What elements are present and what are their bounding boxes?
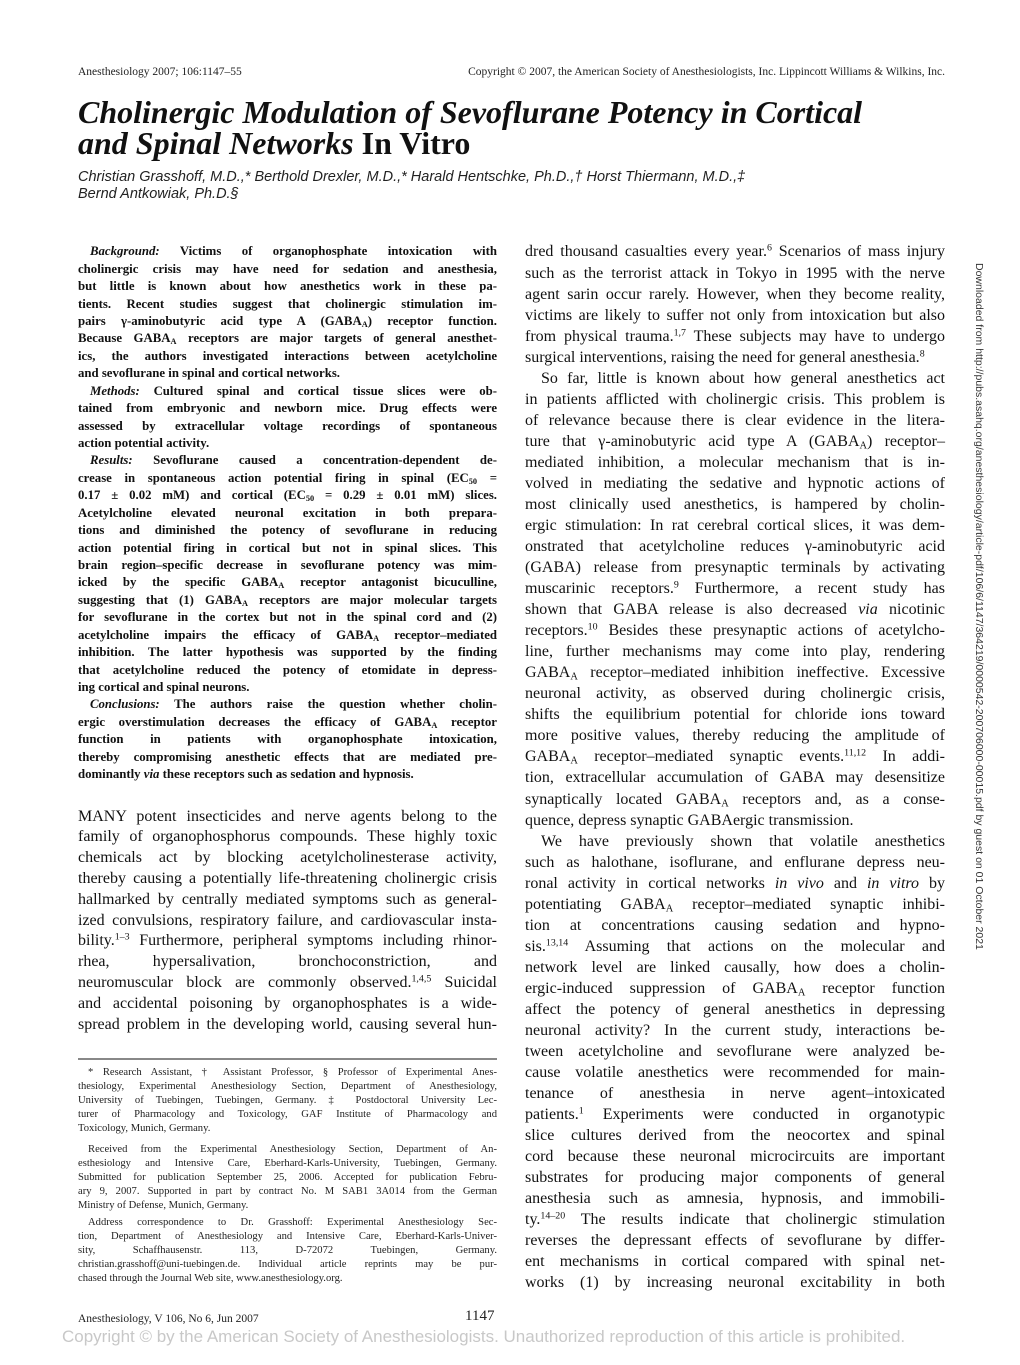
text-run: neuronal activity? In the current study, interactions be-	[525, 1021, 945, 1039]
text-line	[525, 452, 945, 473]
text-run: The authors raise the question whether cholin-	[159, 697, 497, 712]
text-run: such as halothane, isoflurane, and enflurane depress neu-	[525, 853, 945, 871]
text-line	[78, 487, 497, 504]
text-run: So far, little is known about how general anesthetics act	[541, 369, 945, 387]
text-run: thereby compromising anesthetic effects that are mediated pre-	[78, 749, 497, 764]
text-line	[78, 952, 497, 973]
text-line	[525, 515, 945, 536]
text-line	[78, 827, 497, 848]
text-run: surgical interventions, raising the need for general anesthesia.	[525, 348, 920, 366]
text-run: quence, depress synaptic GABAergic transmission.	[525, 811, 854, 829]
text-line	[541, 368, 945, 389]
citation-superscript: 9	[673, 579, 679, 591]
text-run: cord because these neuronal microcircuits are important	[525, 1148, 945, 1166]
title-italic-part: and Spinal Networks	[78, 125, 354, 161]
text-run: Toxicology, Munich, Germany.	[78, 1123, 211, 1134]
text-run: pairs γ-aminobutyric acid type A (GABA	[78, 314, 362, 328]
text-line	[78, 1171, 497, 1185]
text-line	[78, 766, 497, 783]
text-run: receptor–mediated inhibition ineffective. Excessive	[577, 664, 945, 682]
text-run: tions and diminished the potency of sevoflurane in reducing	[78, 523, 497, 538]
text-line	[78, 807, 497, 828]
text-line	[78, 1199, 497, 1213]
text-line	[525, 1146, 945, 1167]
text-run: action potential firing in cortical but not in spinal slices. This	[78, 540, 497, 555]
text-line	[525, 620, 945, 641]
text-line	[525, 1209, 945, 1230]
text-line	[525, 1188, 945, 1209]
text-line	[525, 978, 945, 999]
text-run: tients. Recent studies suggest that cholinergic stimulation im-	[78, 296, 497, 311]
text-run: dred thousand casualties every year.	[525, 243, 767, 261]
text-run: These subjects may have to undergo	[685, 327, 946, 345]
text-line	[78, 1230, 497, 1244]
text-line	[525, 410, 945, 431]
text-run: network level are linked causally, how does a cholin-	[525, 958, 945, 976]
text-run: chased through the Journal Web site, www.anesthesiology.org.	[78, 1273, 343, 1284]
text-run: Furthermore, peripheral symptoms including rhinor-	[129, 932, 497, 950]
text-line	[525, 241, 945, 262]
text-run: and	[823, 874, 867, 892]
text-run: receptors.	[525, 622, 588, 640]
text-run: dominantly	[78, 767, 144, 782]
text-line	[525, 767, 945, 788]
text-line	[525, 746, 945, 767]
text-line	[525, 641, 945, 662]
text-run: sis.	[525, 937, 546, 955]
text-line	[525, 263, 945, 284]
text-run: Cultured spinal and cortical tissue slices were ob-	[139, 383, 497, 398]
text-run: ing cortical and spinal neurons.	[78, 680, 250, 695]
subscript: 50	[468, 476, 478, 486]
text-run: In addi-	[866, 748, 946, 766]
text-run: cholinergic crisis may have need for sedation and anesthesia,	[78, 261, 497, 276]
text-line	[525, 305, 945, 326]
text-run: tenance of anesthesia in nerve agent–intoxicated	[525, 1085, 945, 1103]
text-run: action potential activity.	[78, 436, 210, 450]
text-run: Acetylcholine elevated neuronal excitation in both prepara-	[78, 505, 497, 520]
text-run: receptor antagonist bicuculline,	[284, 575, 497, 590]
text-run: thereby causing a potentially life-threatening cholinergic crisis	[78, 870, 497, 887]
text-run: receptors are major targets of general anesthet-	[176, 331, 497, 346]
text-line	[78, 609, 497, 626]
text-line	[78, 313, 497, 330]
text-run: tion, extracellular accumulation of GABA may desensitize	[525, 769, 945, 787]
text-run: Ministry of Defense, Munich, Germany.	[78, 1200, 249, 1211]
text-run: Address correspondence to Dr. Grasshoff: Experimental Anesthesiology Sec-	[88, 1217, 497, 1228]
text-run: The results indicate that cholinergic stimulation	[565, 1211, 945, 1229]
subscript: A	[361, 320, 368, 330]
text-line	[525, 683, 945, 704]
text-run: synaptically located GABA	[525, 790, 722, 808]
text-line	[525, 473, 945, 494]
text-line	[78, 1244, 497, 1258]
text-run: Experiments were conducted in organotypic	[583, 1106, 945, 1124]
text-run: hallmarked by centrally mediated symptoms such as general-	[78, 890, 497, 908]
text-run: Received from the Experimental Anesthesiology Section, Department of An-	[88, 1144, 497, 1155]
text-line	[78, 931, 497, 952]
text-run: in patients afflicted with cholinergic crisis. This problem is	[525, 390, 945, 408]
text-line	[78, 470, 497, 487]
text-run: Submitted for publication September 25, 2006. Accepted for publication Febru-	[78, 1172, 497, 1183]
text-line	[78, 679, 497, 696]
citation-superscript: 1,4,5	[411, 973, 432, 985]
text-line	[525, 326, 945, 347]
text-line	[525, 494, 945, 515]
text-run: Furthermore, a recent study has	[678, 580, 946, 598]
text-run: ent mechanisms in cortical compared with spinal net-	[525, 1253, 945, 1271]
text-line	[90, 452, 497, 469]
footer-journal-issue: Anesthesiology, V 106, No 6, Jun 2007	[78, 1313, 259, 1325]
text-run: Victims of organophosphate intoxication with	[159, 244, 497, 259]
text-line	[78, 348, 497, 365]
subscript: A	[278, 581, 285, 591]
citation-superscript: 14–20	[540, 1210, 566, 1222]
page-number: 1147	[465, 1308, 495, 1324]
subscript: 50	[305, 494, 315, 504]
text-run: that acetylcholine reduced the potency of etomidate in depress-	[78, 662, 497, 677]
text-line	[525, 347, 945, 368]
text-line	[525, 873, 945, 894]
text-line	[525, 936, 945, 957]
citation-superscript: 13,14	[545, 937, 569, 949]
text-run: agent sarin occur rarely. However, when they become reality,	[525, 285, 945, 303]
text-run: =	[477, 470, 497, 485]
text-line	[525, 810, 945, 831]
text-line	[78, 296, 497, 313]
text-line	[78, 973, 497, 994]
text-line	[78, 1157, 497, 1171]
text-run: brain region–specific decrease in sevoflurane potency was mim-	[78, 558, 497, 573]
text-line	[525, 894, 945, 915]
text-run: mediated inhibition, a molecular mechanism that is in-	[525, 453, 945, 471]
text-run: christian.grasshoff@uni-tuebingen.de. Individual article reprints may be pur-	[78, 1259, 497, 1270]
text-line	[78, 1185, 497, 1199]
subscript: A	[570, 756, 578, 768]
text-run: ergic-induced suppression of GABA	[525, 979, 798, 997]
text-line	[525, 389, 945, 410]
text-run: ty.	[525, 1211, 541, 1229]
text-line	[525, 852, 945, 873]
text-run: for sevoflurane in the cortex but not in the spinal cord and (2)	[78, 610, 497, 625]
text-line	[90, 696, 497, 713]
citation-superscript: 1,7	[673, 327, 686, 339]
text-run: anesthesia such as amnesia, hypnosis, and immobili-	[525, 1190, 945, 1208]
subscript: A	[241, 598, 248, 608]
text-line	[78, 522, 497, 539]
text-line	[78, 731, 497, 748]
text-line	[525, 1251, 945, 1272]
text-run: muscarinic receptors.	[525, 580, 674, 598]
text-line	[78, 644, 497, 661]
section-label: Background:	[90, 244, 160, 259]
text-run: ized convulsions, respiratory failure, and cardiovascular insta-	[78, 911, 497, 929]
text-run: from physical trauma.	[525, 327, 674, 345]
text-line	[541, 831, 945, 852]
text-line	[78, 749, 497, 766]
text-line	[525, 1104, 945, 1125]
text-run: victims are likely to suffer not only from intoxication but also	[525, 306, 945, 324]
article-title-line-1: Cholinergic Modulation of Sevoflurane Potency in Cortical	[78, 94, 863, 130]
text-run: receptor–mediated synaptic events.	[577, 748, 845, 766]
citation-superscript: 10	[587, 621, 598, 633]
subscript: A	[797, 987, 806, 999]
subscript: A	[431, 720, 438, 730]
text-line	[78, 1272, 497, 1286]
text-run: ronal activity in cortical networks	[525, 874, 775, 892]
text-run: GABA	[525, 748, 571, 766]
text-line	[525, 789, 945, 810]
text-run: these receptors such as sedation and hypnosis.	[159, 767, 414, 782]
text-run: Assuming that actions on the molecular and	[568, 937, 945, 955]
text-run: University of Tuebingen, Tuebingen, Germany. ‡ Postdoctoral University Lec-	[78, 1095, 497, 1106]
text-line	[78, 662, 497, 679]
text-run: of relevance because there is clear evidence in the litera-	[525, 411, 945, 429]
text-line	[525, 1272, 945, 1293]
text-line	[90, 243, 497, 260]
text-run: Scenarios of mass injury	[771, 243, 945, 261]
text-line	[525, 662, 945, 683]
text-run: tion, Department of Anesthesiology and Intensive Care, Eberhard-Karls-Univer-	[78, 1231, 497, 1242]
italic-text: in vitro	[866, 874, 920, 892]
text-run: and sevoflurane in spinal and cortical networks.	[78, 366, 341, 381]
text-run: and accidental poisoning by organophosphates is a wide-	[78, 994, 497, 1012]
text-line	[78, 1080, 497, 1094]
text-run: line, further mechanisms may come into play, rendering	[525, 643, 945, 661]
text-line	[525, 1230, 945, 1251]
text-line	[78, 1094, 497, 1108]
text-line	[525, 578, 945, 599]
text-run: nicotinic	[877, 601, 946, 619]
subscript: A	[170, 337, 177, 347]
text-run: * Research Assistant, † Assistant Professor, § Professor of Experimental Anes-	[88, 1067, 497, 1078]
text-line	[78, 890, 497, 911]
text-run: more positive values, thereby reducing the amplitude of	[525, 727, 945, 745]
text-run: = 0.29 ± 0.01 mM) slices.	[314, 488, 497, 503]
text-line	[90, 383, 497, 400]
text-line	[78, 714, 497, 731]
text-line	[78, 627, 497, 644]
text-run: inhibition. The latter hypothesis was supported by the finding	[78, 645, 497, 660]
text-line	[78, 365, 497, 382]
text-line	[525, 915, 945, 936]
text-line	[88, 1143, 497, 1157]
text-run: volved in mediating the sedative and hypnotic actions of	[525, 474, 945, 492]
text-run: receptor	[437, 714, 497, 729]
text-run: substrates for producing major components of general	[525, 1169, 945, 1187]
text-line	[78, 557, 497, 574]
text-line	[525, 431, 945, 452]
text-line	[525, 1041, 945, 1062]
text-run: crease in spontaneous action potential firing in spinal (EC	[78, 470, 469, 485]
text-line	[78, 911, 497, 932]
text-run: by	[919, 874, 946, 892]
text-run: affect the potency of general anesthetics in depressing	[525, 1000, 945, 1018]
text-run: assessed by extracellular voltage recordings of spontaneous	[78, 418, 497, 433]
text-run: thesiology, Experimental Anesthesiology Section, Department of Anesthesiology,	[78, 1081, 497, 1092]
text-line	[525, 536, 945, 557]
text-line	[78, 1015, 497, 1036]
text-run: Suicidal	[431, 974, 497, 991]
text-line	[78, 400, 497, 417]
text-line	[78, 330, 497, 347]
text-line	[78, 418, 497, 435]
section-label: Conclusions:	[90, 697, 160, 712]
text-line	[78, 994, 497, 1015]
text-line	[78, 1258, 497, 1272]
text-run: Because GABA	[78, 331, 171, 346]
text-run: 0.17 ± 0.02 mM) and cortical (EC	[78, 488, 306, 503]
text-run: most clinically used anesthetics, is hampered by cholin-	[525, 495, 945, 513]
subscript: A	[665, 903, 674, 915]
section-label: Results:	[90, 453, 133, 468]
text-line	[525, 599, 945, 620]
text-run: ) receptor–	[867, 432, 945, 450]
text-line	[88, 1216, 497, 1230]
text-run: Sevoflurane caused a concentration-dependent de-	[132, 453, 497, 468]
subscript: A	[859, 440, 868, 452]
text-run: neuromuscular block are commonly observed.	[78, 974, 412, 991]
text-run: slice cultures derived from the neocortex and spinal	[525, 1127, 945, 1145]
text-run: potentiating GABA	[525, 895, 666, 913]
italic-text: in vivo	[774, 874, 824, 892]
text-run: Besides these presynaptic actions of acetylcho-	[597, 622, 945, 640]
text-run: tained from embryonic and newborn mice. Drug effects were	[78, 401, 497, 416]
subscript: A	[570, 671, 578, 683]
text-run: works (1) by increasing neuronal excitability in both	[525, 1274, 945, 1292]
text-run: GABA	[525, 664, 571, 682]
text-line	[525, 1167, 945, 1188]
text-line	[525, 1062, 945, 1083]
download-note: Downloaded from http://pubs.asahq.org/anesthesiology/article-pdf/106/6/1147/364219/0000542-200706000-00015.pdf by guest on 01 October 2021	[973, 263, 985, 950]
text-run: neuronal activity, as observed during cholinergic crisis,	[525, 685, 945, 703]
text-run: reverses the depressant effects of sevoflurane by differ-	[525, 1232, 945, 1250]
article-title-line-2	[78, 126, 470, 160]
text-run: family of organophosphorus compounds. These highly toxic	[78, 828, 497, 846]
text-line	[525, 725, 945, 746]
text-run: patients.	[525, 1106, 579, 1124]
citation-superscript: 8	[919, 348, 925, 360]
text-run: ) receptor function.	[367, 314, 497, 328]
text-line	[78, 574, 497, 591]
text-run: tween acetylcholine and sevoflurane were analyzed be-	[525, 1043, 945, 1060]
text-run: receptors and, as a conse-	[728, 790, 946, 808]
subscript: A	[373, 633, 380, 643]
text-run: ics, the authors investigated interactions between acetylcholine	[78, 348, 497, 363]
text-run: spread problem in the developing world, causing several hun-	[78, 1015, 497, 1033]
text-run: (GABA) release from presynaptic terminals by activating	[525, 559, 945, 577]
text-line	[525, 557, 945, 578]
text-run: receptor–mediated synaptic inhibi-	[673, 895, 945, 913]
citation-superscript: 6	[766, 243, 772, 255]
authors-line-2: Bernd Antkowiak, Ph.D.§	[78, 186, 239, 202]
text-line	[525, 704, 945, 725]
text-line	[525, 284, 945, 305]
text-run: ary 9, 2007. Supported in part by contract No. M SAB1 3A014 from the German	[78, 1186, 497, 1197]
text-run: receptor–mediated	[379, 627, 497, 642]
text-run: shown that GABA release is also decreased	[525, 601, 859, 619]
text-run: suggesting that (1) GABA	[78, 592, 242, 607]
text-line	[88, 1066, 497, 1080]
citation-superscript: 1–3	[114, 931, 130, 943]
text-line	[525, 1020, 945, 1041]
italic-text: via	[858, 601, 878, 619]
text-run: receptor function	[805, 979, 945, 997]
text-line	[78, 1122, 497, 1136]
title-upright-part: In Vitro	[353, 125, 471, 161]
journal-citation: Anesthesiology 2007; 106:1147–55	[78, 66, 242, 78]
text-run: chemicals act by blocking acetylcholinesterase activity,	[78, 849, 497, 867]
text-run: bility.	[78, 932, 115, 950]
text-run: ergic overstimulation decreases the efficacy of GABA	[78, 714, 432, 729]
text-line	[78, 1108, 497, 1122]
text-run: shifts the equilibrium potential for chloride ions toward	[525, 706, 945, 724]
text-run: acetylcholine impairs the efficacy of GABA	[78, 627, 374, 642]
copyright-watermark: Copyright © by the American Society of Anesthesiologists. Unauthorized reproduction of this article is prohibited.	[62, 1327, 906, 1346]
text-run: rhea, hypersalivation, bronchoconstriction, and	[78, 953, 497, 971]
text-run: MANY potent insecticides and nerve agents belong to the	[78, 807, 497, 825]
citation-superscript: 11,12	[844, 747, 867, 759]
text-line	[525, 957, 945, 978]
text-run: sity, Schaffhausenstr. 113, D-72072 Tuebingen, Germany.	[78, 1245, 497, 1256]
text-run: but little is known about how anesthetics work in these pa-	[78, 279, 497, 294]
text-run: onstrated that acetylcholine reduces γ-aminobutyric acid	[525, 538, 945, 556]
text-line	[525, 1125, 945, 1146]
text-run: tion at concentrations causing sedation and hypno-	[525, 916, 945, 934]
text-line	[78, 278, 497, 295]
text-run: icked by the specific GABA	[78, 575, 279, 590]
text-run: ture that γ-aminobutyric acid type A (GABA	[525, 432, 860, 450]
text-line	[78, 848, 497, 869]
authors-line-1: Christian Grasshoff, M.D.,* Berthold Drexler, M.D.,* Harald Hentschke, Ph.D.,† Horst Thiermann, M.D.,‡	[78, 169, 746, 185]
text-run: esthesiology and Intensive Care, Eberhard-Karls-University, Tuebingen, Germany.	[78, 1158, 497, 1169]
copyright-notice: Copyright © 2007, the American Society of Anesthesiologists, Inc. Lippincott Williams & Wilkins, Inc.	[468, 66, 945, 78]
text-run: turer of Pharmacology and Toxicology, GAF Institute of Pharmacology and	[78, 1109, 497, 1120]
text-line	[525, 999, 945, 1020]
text-line	[78, 869, 497, 890]
text-line	[78, 435, 497, 452]
section-label: Methods:	[90, 383, 140, 398]
text-run: We have previously shown that volatile anesthetics	[541, 832, 945, 850]
text-run: function in patients with organophosphate intoxication,	[78, 732, 497, 747]
text-run: ergic stimulation: In rat cerebral cortical slices, it was dem-	[525, 517, 945, 534]
text-line	[525, 1083, 945, 1104]
text-run: cause volatile anesthetics were recommended for main-	[525, 1064, 945, 1082]
text-line	[78, 505, 497, 522]
text-line	[78, 261, 497, 278]
subscript: A	[721, 798, 729, 810]
text-run: receptors are major molecular targets	[247, 592, 497, 607]
footnote-divider	[78, 1058, 497, 1060]
text-line	[78, 592, 497, 609]
text-line	[78, 540, 497, 557]
text-run: such as the terrorist attack in Tokyo in 1995 with the nerve	[525, 264, 945, 282]
italic-text: via	[143, 767, 160, 782]
citation-superscript: 1	[578, 1105, 584, 1117]
